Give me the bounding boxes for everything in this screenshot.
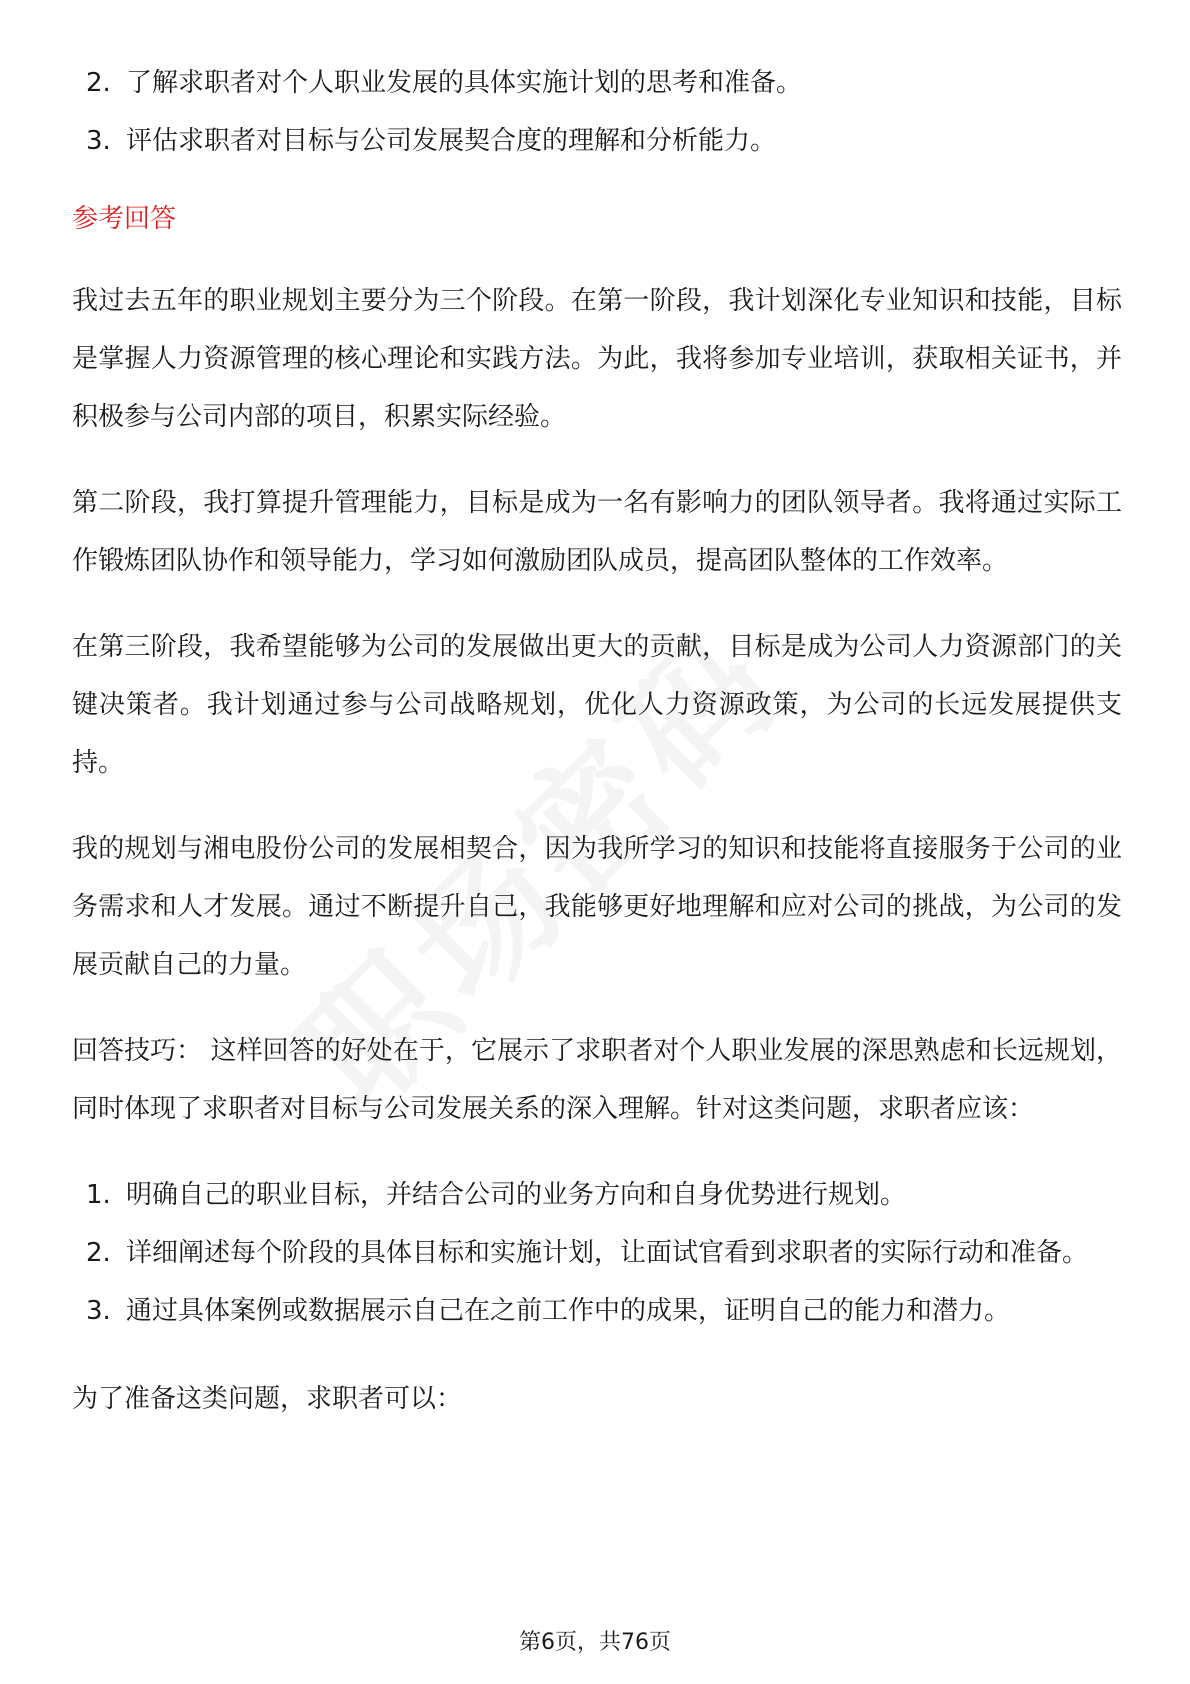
- list-item-number: 1.: [86, 1180, 111, 1210]
- section-title: 参考回答: [72, 204, 177, 234]
- list-item-text: 通过具体案例或数据展示自己在之前工作中的成果，证明自己的能力和潜力。: [126, 1296, 1011, 1326]
- list-item-text: 明确自己的职业目标，并结合公司的业务方向和自身优势进行规划。: [126, 1180, 907, 1210]
- answer-paragraph: 第二阶段，我打算提升管理能力，目标是成为一名有影响力的团队领导者。我将通过实际工作锻炼团队协作和领导能力，学习如何激励团队成员，提高团队整体的工作效率。: [72, 488, 1122, 576]
- answer-paragraph: 我过去五年的职业规划主要分为三个阶段。在第一阶段，我计划深化专业知识和技能，目标是掌握人力资源管理的核心理论和实践方法。为此，我将参加专业培训，获取相关证书，并积极参与公司内部的项目，积累实际经验。: [72, 286, 1122, 432]
- list-item-number: 2.: [86, 68, 111, 98]
- list-item: [72, 1224, 1122, 1282]
- page-content: [72, 54, 1122, 1456]
- answer-paragraph: 在第三阶段，我希望能够为公司的发展做出更大的贡献，目标是成为公司人力资源部门的关键决策者。我计划通过参与公司战略规划，优化人力资源政策，为公司的长远发展提供支持。: [72, 632, 1122, 778]
- list-item: [72, 54, 1122, 112]
- tips-paragraph: 回答技巧： 这样回答的好处在于，它展示了求职者对个人职业发展的深思熟虑和长远规划，同时体现了求职者对目标与公司发展关系的深入理解。针对这类问题，求职者应该：: [72, 1036, 1122, 1124]
- list-item-number: 2.: [86, 1238, 111, 1268]
- tips-numbered-list: [72, 1166, 1122, 1340]
- list-item: [72, 1282, 1122, 1340]
- list-item: [72, 112, 1122, 170]
- answer-paragraph: 我的规划与湘电股份公司的发展相契合，因为我所学习的知识和技能将直接服务于公司的业务需求和人才发展。通过不断提升自己，我能够更好地理解和应对公司的挑战，为公司的发展贡献自己的力量。: [72, 834, 1122, 980]
- list-item: [72, 1166, 1122, 1224]
- list-item-number: 3.: [86, 1296, 111, 1326]
- list-item-text: 了解求职者对个人职业发展的具体实施计划的思考和准备。: [126, 68, 803, 98]
- page-footer: 第6页，共76页: [519, 1630, 671, 1655]
- closing-paragraph: 为了准备这类问题，求职者可以：: [72, 1384, 463, 1414]
- list-item-number: 3.: [86, 126, 111, 156]
- top-numbered-list: [72, 54, 1122, 170]
- list-item-text: 评估求职者对目标与公司发展契合度的理解和分析能力。: [126, 126, 777, 156]
- list-item-text: 详细阐述每个阶段的具体目标和实施计划，让面试官看到求职者的实际行动和准备。: [126, 1238, 1089, 1268]
